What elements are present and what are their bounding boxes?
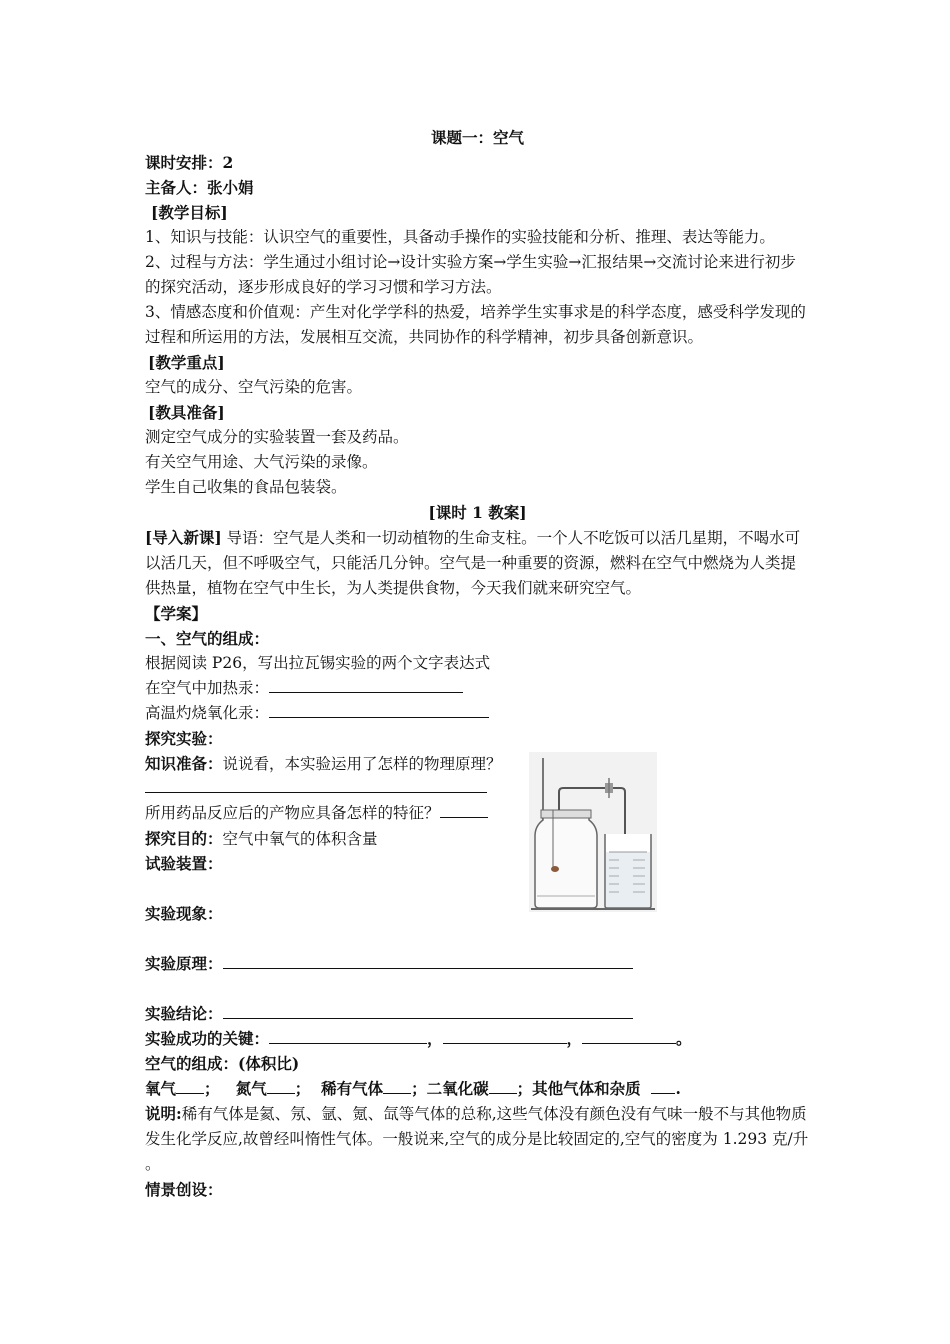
material-item: 学生自己收集的食品包装袋。 — [145, 478, 347, 496]
composition-row — [145, 1076, 810, 1101]
prep-label: 知识准备： — [145, 754, 223, 773]
product-row — [145, 801, 810, 826]
materials-heading: [教具准备] — [148, 403, 225, 422]
comma: ， — [566, 1029, 583, 1048]
scenario-label: 情景创设： — [145, 1180, 223, 1199]
page-title: 课题一：空气 — [430, 128, 524, 147]
apparatus-figure — [529, 752, 657, 912]
answer-blank[interactable] — [223, 952, 633, 969]
intro-paragraph — [145, 525, 810, 601]
answer-blank[interactable] — [269, 701, 489, 718]
objective-item: 3、情感态度和价值观：产生对化学学科的热爱，培养学生实事求是的科学态度，感受科学发现的过程和所运用的方法，发展相互交流，共同协作的科学精神，初步具备创新意识。 — [145, 303, 806, 346]
composition-heading: 空气的组成：(体积比) — [145, 1054, 300, 1073]
other-gases-label: 其他气体和杂质 — [532, 1079, 641, 1098]
answer-blank[interactable] — [443, 1027, 567, 1044]
reading-instruction: 根据阅读 P26，写出拉瓦锡实验的两个文字表达式 — [145, 654, 491, 672]
prep-question: 说说看，本实验运用了怎样的物理原理？ — [222, 755, 502, 773]
purpose-label: 探究目的： — [145, 829, 223, 848]
answer-blank[interactable] — [269, 676, 463, 693]
intro-text: 导语：空气是人类和一切动植物的生命支柱。一个人不吃饭可以活几星期，不喝水可以活几天，但不呼吸空气，只能活几分钟。空气是一种重要的资源，燃料在空气中燃烧为人类提供热量，植物在空气中生长，为人类提供食物，今天我们就来研究空气。 — [145, 529, 801, 597]
period: . — [675, 1079, 681, 1098]
phenomenon-label: 实验现象： — [145, 904, 223, 923]
note-paragraph — [145, 1101, 810, 1177]
answer-blank[interactable] — [267, 1077, 295, 1094]
rare-gas-label: 稀有气体 — [321, 1079, 384, 1098]
lesson-heading: [课时 1 教案] — [428, 503, 527, 522]
comma: ， — [427, 1029, 443, 1048]
decompose-label: 高温灼烧氧化汞： — [145, 704, 270, 722]
purpose-text: 空气中氧气的体积含量 — [222, 830, 378, 848]
decompose-row — [145, 701, 810, 726]
focus-text: 空气的成分、空气污染的危害。 — [145, 378, 363, 396]
product-question: 所用药品反应后的产物应具备怎样的特征？ — [145, 804, 440, 822]
prep-row — [145, 751, 810, 776]
apparatus-label: 试验装置： — [145, 854, 223, 873]
explore-heading: 探究实验： — [145, 729, 223, 748]
answer-blank[interactable] — [582, 1027, 676, 1044]
note-text: 稀有气体是氦、氖、氩、氪、氙等气体的总称,这些气体没有颜色没有气味一般不与其他物质发生化学反应,故曾经叫惰性气体。一般说来,空气的成分是比较固定的,空气的密度为 1.293 克/升 。 — [145, 1105, 809, 1173]
answer-blank[interactable] — [176, 1077, 204, 1094]
keys-label: 实验成功的关键： — [145, 1029, 270, 1048]
keys-row — [145, 1026, 810, 1051]
document-page — [145, 125, 810, 1202]
answer-blank[interactable] — [440, 801, 488, 818]
objectives-heading: [教学目标] — [151, 203, 228, 222]
conclusion-row — [145, 1001, 810, 1026]
purpose-row — [145, 826, 810, 851]
objective-item: 2、过程与方法：学生通过小组讨论→设计实验方案→学生实验→汇报结果→交流讨论来进行初步的探究活动，逐步形成良好的学习习惯和学习方法。 — [145, 253, 796, 296]
material-item: 测定空气成分的实验装置一套及药品。 — [145, 428, 409, 446]
semicolon: ； — [516, 1079, 533, 1098]
semicolon: ； — [294, 1079, 311, 1098]
conclusion-label: 实验结论： — [145, 1004, 223, 1023]
semicolon: ； — [411, 1079, 427, 1098]
objective-item: 1、知识与技能：认识空气的重要性，具备动手操作的实验技能和分析、推理、表达等能力。 — [145, 228, 775, 246]
author: 主备人：张小娟 — [145, 178, 254, 197]
answer-blank[interactable] — [489, 1077, 517, 1094]
nitrogen-label: 氮气 — [235, 1079, 267, 1098]
study-heading: 【学案】 — [145, 604, 208, 623]
lesson-hours: 课时安排：2 — [145, 153, 234, 172]
period: 。 — [676, 1029, 692, 1048]
answer-blank[interactable] — [269, 1027, 427, 1044]
principle-label: 实验原理： — [145, 954, 223, 973]
note-label: 说明: — [145, 1104, 182, 1123]
co2-label: 二氧化碳 — [426, 1079, 489, 1098]
principle-row — [145, 951, 810, 976]
intro-label: [导入新课] — [145, 528, 222, 547]
answer-blank[interactable] — [145, 776, 487, 793]
heat-mercury-row — [145, 676, 810, 701]
oxygen-label: 氧气 — [145, 1079, 177, 1098]
semicolon: ； — [204, 1079, 220, 1098]
focus-heading: [教学重点] — [148, 353, 225, 372]
answer-blank[interactable] — [223, 1002, 633, 1019]
heat-mercury-label: 在空气中加热汞： — [145, 679, 270, 697]
answer-blank[interactable] — [383, 1077, 411, 1094]
section-heading: 一、空气的组成： — [145, 629, 270, 648]
material-item: 有关空气用途、大气污染的录像。 — [145, 453, 378, 471]
answer-blank[interactable] — [651, 1077, 675, 1094]
prep-answer-row — [145, 776, 810, 801]
